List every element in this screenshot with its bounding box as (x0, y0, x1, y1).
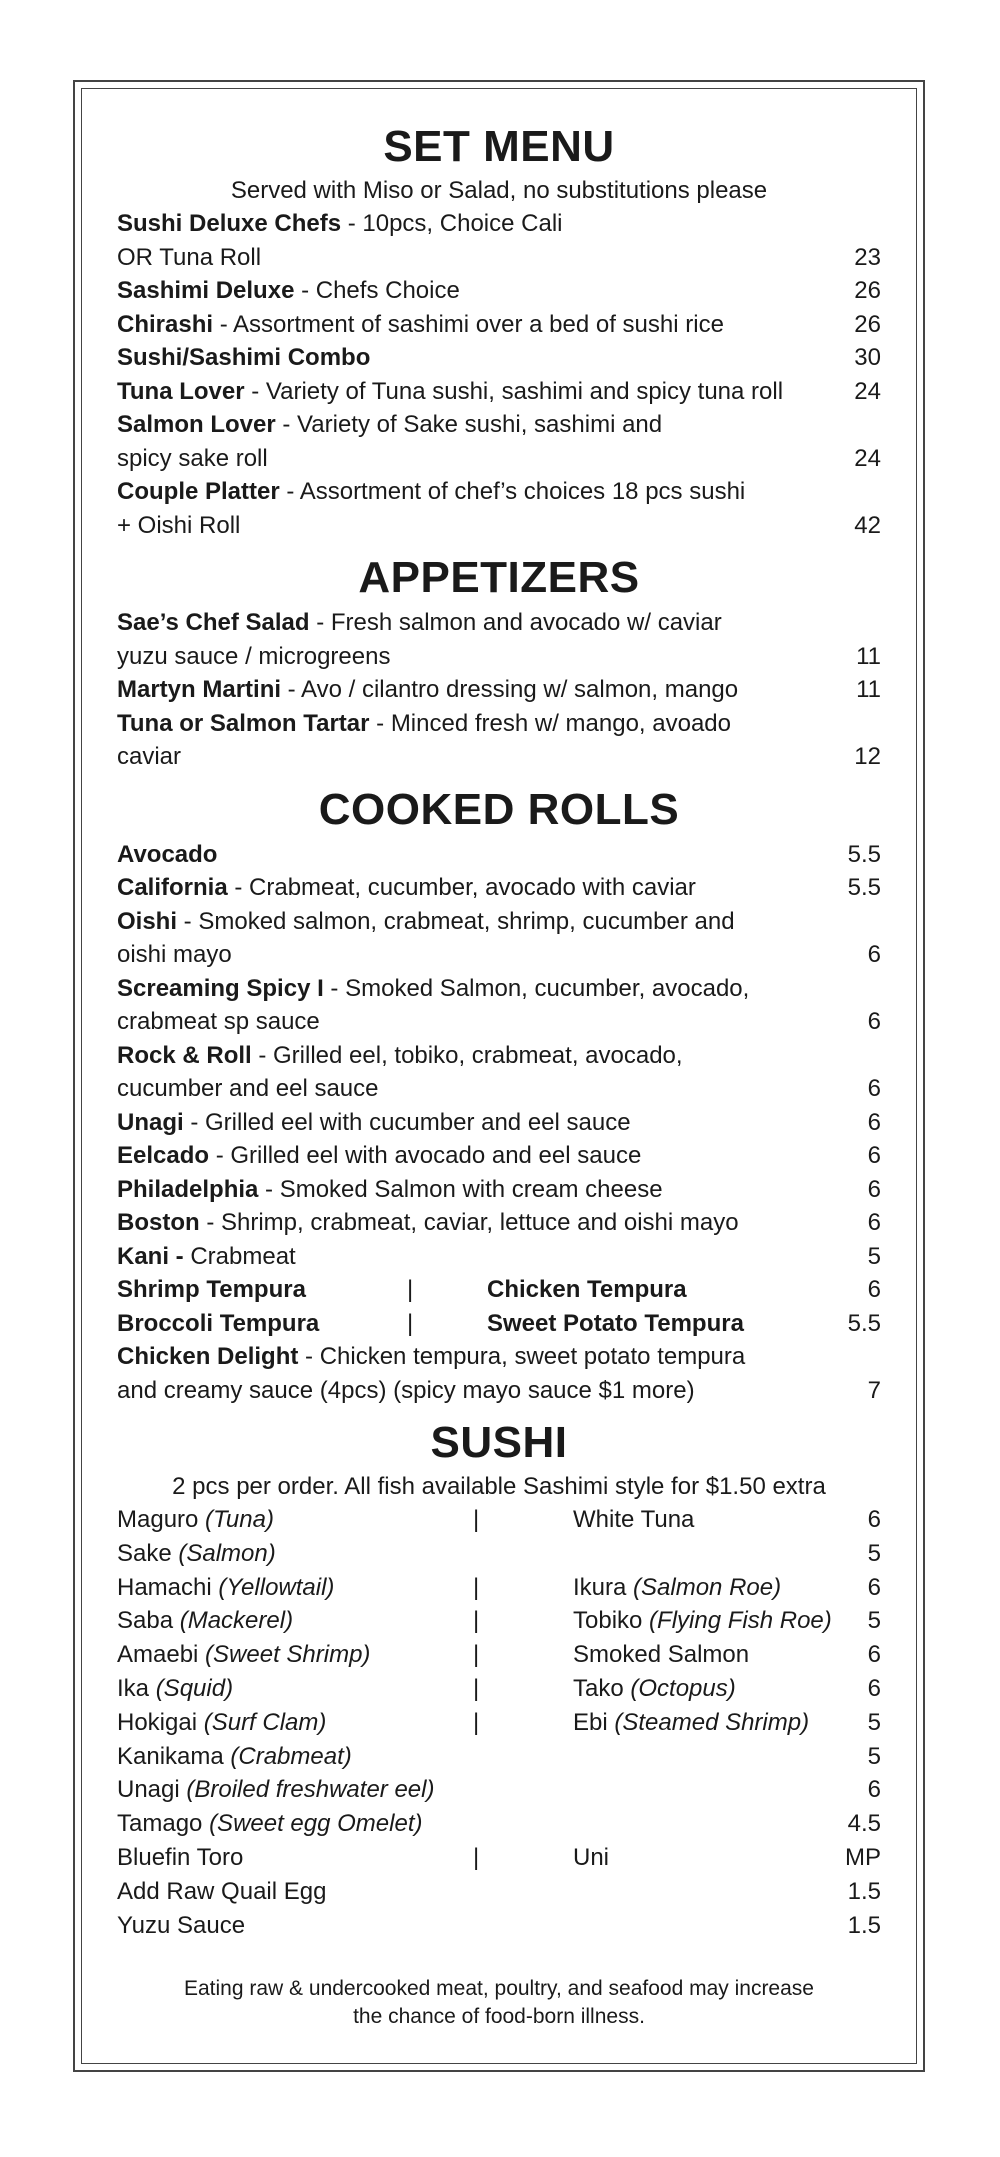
sushi-left (117, 1909, 473, 1943)
menu-item-price: 5.5 (847, 840, 881, 868)
sushi-translation: (Broiled freshwater eel) (186, 1776, 435, 1804)
menu-item-line (117, 241, 881, 275)
menu-item-detail: - Fresh salmon and avocado w/ caviar (309, 609, 722, 636)
sushi-name: Maguro (117, 1506, 206, 1533)
tempura-list (117, 1273, 881, 1340)
menu-item-price: 6 (867, 1209, 881, 1236)
menu-item-price: 23 (854, 243, 881, 271)
menu-item-line (117, 740, 881, 774)
sushi-left (117, 1503, 473, 1537)
sushi-row (117, 1537, 881, 1571)
sushi-translation: (Yellowtail) (218, 1573, 335, 1601)
sushi-row (117, 1841, 881, 1875)
menu-item-description (117, 871, 841, 905)
sushi-right (573, 1672, 841, 1706)
menu-item-price: 30 (854, 344, 881, 371)
sushi-name: Add Raw Quail Egg (117, 1877, 327, 1905)
sushi-left (117, 1773, 473, 1807)
sushi-price: 6 (867, 1506, 881, 1533)
menu-item-detail: - Minced fresh w/ mango, avoado (369, 709, 731, 737)
menu-item (117, 871, 881, 905)
menu-item-line (117, 938, 881, 972)
menu-item (117, 341, 881, 375)
sushi-left (117, 1875, 473, 1909)
sushi-row (117, 1740, 881, 1774)
separator: | (473, 1641, 480, 1669)
menu-item-price: 6 (867, 1008, 881, 1035)
menu-item (117, 375, 881, 409)
sushi-list (117, 1503, 881, 1942)
menu-item-name: Sae’s Chef Salad (117, 609, 310, 636)
sushi-left (117, 1571, 473, 1605)
tempura-left (117, 1307, 407, 1341)
separator: | (407, 1276, 414, 1303)
sushi-left (117, 1841, 473, 1875)
sushi-right (573, 1503, 841, 1537)
menu-item-name: Chirashi (117, 310, 214, 338)
menu-item-description (117, 606, 881, 640)
sushi-translation: (Sweet Shrimp) (205, 1641, 371, 1669)
set-menu-note: Served with Miso or Salad, no substitutions please (230, 177, 768, 204)
sushi-left (117, 1740, 473, 1774)
sushi-translation: (Crabmeat) (230, 1742, 352, 1770)
sushi-name: Ikura (573, 1573, 634, 1601)
menu-item-detail: - Variety of Tuna sushi, sashimi and spicy tuna roll (244, 377, 784, 405)
menu-item-price: 6 (867, 1142, 881, 1169)
menu-item-detail-cont: + Oishi Roll (117, 511, 241, 539)
separator: | (473, 1506, 480, 1533)
menu-item (117, 274, 881, 308)
sushi-name: Hokigai (117, 1708, 204, 1736)
menu-item-line (117, 1072, 881, 1106)
menu-item-detail: - Smoked Salmon, cucumber, avocado, (323, 974, 750, 1002)
menu-item-line (117, 1005, 881, 1039)
warning-line-1: Eating raw & undercooked meat, poultry, and seafood may increase (184, 1977, 814, 2000)
menu-item-price: 6 (867, 1075, 881, 1102)
menu-item-price: 6 (867, 1175, 881, 1203)
sushi-left (117, 1706, 473, 1740)
menu-item-price: 5 (867, 1242, 881, 1270)
menu-item-detail-cont: crabmeat sp sauce (117, 1008, 320, 1035)
menu-item-name: Chicken Delight (117, 1343, 299, 1370)
sushi-title: SUSHI (430, 1418, 568, 1467)
menu-item-detail-cont: OR Tuna Roll (117, 243, 262, 271)
sushi-price: 1.5 (847, 1877, 881, 1905)
sushi-price: 5 (867, 1742, 881, 1770)
menu-item-name: California (117, 874, 228, 901)
menu-item-name: Eelcado (117, 1142, 210, 1169)
menu-item-name: Sushi/Sashimi Combo (117, 344, 371, 371)
menu-item-description (117, 408, 881, 442)
menu-item-detail: - Avo / cilantro dressing w/ salmon, mango (281, 676, 739, 703)
menu-item-name: Sashimi Deluxe (117, 277, 295, 304)
sushi-translation: (Salmon Roe) (633, 1573, 782, 1601)
menu-item-name: Screaming Spicy I (117, 974, 324, 1002)
sushi-row (117, 1672, 881, 1706)
menu-item-name: Unagi (117, 1108, 184, 1136)
sushi-translation: (Steamed Shrimp) (614, 1708, 810, 1736)
sushi-price: 1.5 (847, 1911, 881, 1939)
menu-item-description (117, 308, 841, 342)
sushi-translation: (Sweet egg Omelet) (209, 1810, 423, 1838)
sushi-name: Uni (573, 1843, 610, 1871)
menu-item-line (117, 442, 881, 476)
sushi-row (117, 1571, 881, 1605)
tempura-left-name: Shrimp Tempura (117, 1276, 306, 1303)
appetizers-list (117, 606, 881, 774)
sushi-row (117, 1773, 881, 1807)
sushi-translation: (Salmon) (178, 1539, 276, 1567)
menu-item-detail: - Variety of Sake sushi, sashimi and (275, 411, 663, 438)
sushi-row (117, 1875, 881, 1909)
sushi-left (117, 1638, 473, 1672)
menu-item-price: 5.5 (847, 874, 881, 901)
sushi-row (117, 1604, 881, 1638)
sushi-row (117, 1503, 881, 1537)
sushi-name: Yuzu Sauce (117, 1911, 246, 1939)
menu-item-detail: - Assortment of chef’s choices 18 pcs sushi (279, 478, 746, 505)
separator: | (407, 1309, 414, 1337)
sushi-left (117, 1604, 473, 1638)
cooked-rolls-list (117, 838, 881, 1274)
menu-item-description (117, 1106, 841, 1140)
menu-item-description (117, 905, 881, 939)
menu-item-detail: - Assortment of sashimi over a bed of sushi rice (213, 310, 724, 338)
menu-item-description (117, 972, 881, 1006)
sushi-name: Kanikama (117, 1742, 231, 1770)
sushi-price: MP (845, 1843, 881, 1871)
sushi-price: 6 (867, 1674, 881, 1702)
sushi-name: Tako (573, 1674, 631, 1702)
set-menu-title: SET MENU (383, 122, 615, 171)
menu-item-description (117, 673, 841, 707)
sushi-name: Amaebi (117, 1641, 206, 1669)
warning-line-2: the chance of food-born illness. (353, 2005, 645, 2028)
sushi-row (117, 1638, 881, 1672)
menu-item-detail: - Crabmeat, cucumber, avocado with caviar (227, 874, 696, 901)
menu-item-description (117, 1240, 841, 1274)
menu-item-line (117, 207, 881, 241)
menu-item-price: 6 (867, 1108, 881, 1136)
menu-item (117, 1240, 881, 1274)
sushi-price: 6 (867, 1573, 881, 1601)
sushi-price: 4.5 (847, 1810, 881, 1838)
sushi-name: Sake (117, 1539, 179, 1567)
menu-item (117, 1173, 881, 1207)
menu-item-price: 24 (854, 444, 881, 472)
menu-item (117, 1139, 881, 1173)
sushi-right (573, 1571, 841, 1605)
menu-border-outer (73, 80, 925, 2072)
menu-item-description (117, 1039, 881, 1073)
sushi-note: 2 pcs per order. All fish available Sashimi style for $1.50 extra (172, 1473, 826, 1500)
sushi-right (573, 1604, 841, 1638)
food-safety-warning (112, 1975, 886, 2031)
menu-item-description (117, 1206, 841, 1240)
menu-item-description (117, 274, 841, 308)
menu-item-name: Philadelphia (117, 1175, 259, 1203)
sushi-left (117, 1672, 473, 1706)
menu-item-description (117, 1173, 841, 1207)
sushi-name: Tobiko (573, 1607, 650, 1635)
sushi-name: Bluefin Toro (117, 1843, 244, 1871)
menu-item-name: Tuna or Salmon Tartar (117, 709, 370, 737)
menu-item-price: 42 (854, 511, 881, 539)
sushi-price: 6 (867, 1641, 881, 1669)
menu-item-line (117, 640, 881, 674)
sushi-name: Saba (117, 1607, 180, 1635)
menu-item-line (117, 1039, 881, 1073)
menu-item-line (117, 1340, 881, 1374)
sushi-price: 5 (867, 1607, 881, 1635)
menu-item-line (117, 707, 881, 741)
set-menu-list (117, 207, 881, 542)
menu-item-name: Kani - (117, 1242, 184, 1270)
menu-item (117, 673, 881, 707)
menu-item-description (117, 1340, 881, 1374)
menu-item-detail: - Grilled eel with avocado and eel sauce (209, 1142, 642, 1169)
menu-item-detail-cont: oishi mayo (117, 941, 232, 968)
sushi-price: 5 (867, 1708, 881, 1736)
sushi-translation: (Octopus) (630, 1674, 736, 1702)
menu-item-detail-cont: and creamy sauce (4pcs) (spicy mayo sauce $1 more) (117, 1376, 695, 1404)
menu-item-line (117, 905, 881, 939)
menu-item-description (117, 475, 881, 509)
menu-item-line (117, 1374, 881, 1408)
sushi-translation: (Surf Clam) (203, 1708, 327, 1736)
menu-item-detail: Crabmeat (183, 1242, 296, 1270)
menu-item-detail-cont: yuzu sauce / microgreens (117, 642, 391, 670)
sushi-price: 6 (867, 1776, 881, 1804)
menu-item-name: Boston (117, 1209, 200, 1236)
menu-item-name: Rock & Roll (117, 1041, 252, 1069)
menu-item (117, 1206, 881, 1240)
menu-item-description (117, 207, 881, 241)
sushi-name: Tamago (117, 1810, 210, 1838)
menu-item-description (117, 341, 841, 375)
menu-item-price: 11 (856, 676, 881, 703)
menu-item-description (117, 838, 841, 872)
tempura-left-name: Broccoli Tempura (117, 1309, 320, 1337)
sushi-row (117, 1909, 881, 1943)
menu-item-line (117, 408, 881, 442)
menu-item-price: 12 (854, 743, 881, 770)
menu-item-description (117, 1139, 841, 1173)
menu-item-name: Oishi (117, 907, 178, 935)
menu-item-name: Sushi Deluxe Chefs (117, 210, 342, 237)
chicken-delight-item (117, 1340, 881, 1407)
appetizers-title: APPETIZERS (358, 553, 640, 602)
menu-item-price: 26 (854, 277, 881, 304)
sushi-price: 5 (867, 1539, 881, 1567)
tempura-right-name: Chicken Tempura (487, 1276, 687, 1303)
menu-item (117, 838, 881, 872)
separator: | (473, 1708, 480, 1736)
sushi-name: White Tuna (573, 1506, 695, 1533)
cooked-rolls-title: COOKED ROLLS (318, 784, 680, 834)
menu-item-detail: - Grilled eel, tobiko, crabmeat, avocado, (251, 1041, 683, 1069)
menu-item-name: Martyn Martini (117, 676, 282, 703)
menu-item-price: 6 (867, 941, 881, 968)
menu-item-detail-cont: cucumber and eel sauce (117, 1075, 379, 1102)
sushi-name: Unagi (117, 1776, 187, 1804)
sushi-right (573, 1706, 841, 1740)
separator: | (473, 1674, 480, 1702)
sushi-translation: (Flying Fish Roe) (649, 1607, 832, 1635)
sushi-left (117, 1537, 473, 1571)
sushi-right (573, 1638, 841, 1672)
menu-item-name: Avocado (117, 840, 218, 868)
menu-item-detail: - Chicken tempura, sweet potato tempura (298, 1343, 746, 1370)
menu-item-description (117, 707, 881, 741)
sushi-name: Ebi (573, 1708, 615, 1736)
separator: | (473, 1607, 480, 1635)
menu-item-description (117, 375, 841, 409)
menu-item-price: 11 (856, 642, 881, 670)
menu-item-detail: - Smoked salmon, crabmeat, shrimp, cucumber and (177, 907, 735, 935)
menu-item-line (117, 509, 881, 543)
sushi-translation: (Tuna) (205, 1506, 274, 1533)
tempura-price: 5.5 (847, 1309, 881, 1337)
sushi-name: Smoked Salmon (573, 1641, 750, 1669)
sushi-row (117, 1706, 881, 1740)
sushi-row (117, 1807, 881, 1841)
menu-item-price: 24 (854, 377, 881, 405)
menu-item-line (117, 606, 881, 640)
sushi-left (117, 1807, 473, 1841)
menu-item-detail-cont: spicy sake roll (117, 444, 268, 472)
menu-content (117, 119, 881, 1942)
menu-item (117, 1106, 881, 1140)
tempura-row (117, 1273, 881, 1307)
menu-border-inner (81, 88, 917, 2064)
tempura-price: 6 (867, 1276, 881, 1303)
menu-item-detail: - Grilled eel with cucumber and eel sauce (183, 1108, 631, 1136)
separator: | (473, 1573, 480, 1601)
tempura-left (117, 1273, 407, 1307)
sushi-name: Ika (117, 1674, 156, 1702)
separator: | (473, 1843, 480, 1871)
menu-item-name: Tuna Lover (117, 377, 245, 405)
tempura-right-name: Sweet Potato Tempura (487, 1309, 744, 1337)
menu-item-name: Couple Platter (117, 478, 280, 505)
sushi-translation: (Mackerel) (179, 1607, 294, 1635)
menu-item-price: 7 (867, 1376, 881, 1404)
menu-item-name: Salmon Lover (117, 411, 276, 438)
menu-item-line (117, 475, 881, 509)
tempura-right (487, 1307, 841, 1341)
menu-item-detail-cont: caviar (117, 743, 182, 770)
menu-item (117, 308, 881, 342)
tempura-right (487, 1273, 841, 1307)
menu-item-line (117, 972, 881, 1006)
tempura-row (117, 1307, 881, 1341)
sushi-translation: (Squid) (155, 1674, 234, 1702)
sushi-right (573, 1841, 841, 1875)
menu-item-detail: - Chefs Choice (294, 277, 460, 304)
menu-item-detail: - 10pcs, Choice Cali (341, 210, 563, 237)
menu-item-price: 26 (854, 310, 881, 338)
menu-item-detail: - Smoked Salmon with cream cheese (258, 1175, 663, 1203)
menu-item-detail: - Shrimp, crabmeat, caviar, lettuce and oishi mayo (199, 1209, 739, 1236)
sushi-name: Hamachi (117, 1573, 219, 1601)
